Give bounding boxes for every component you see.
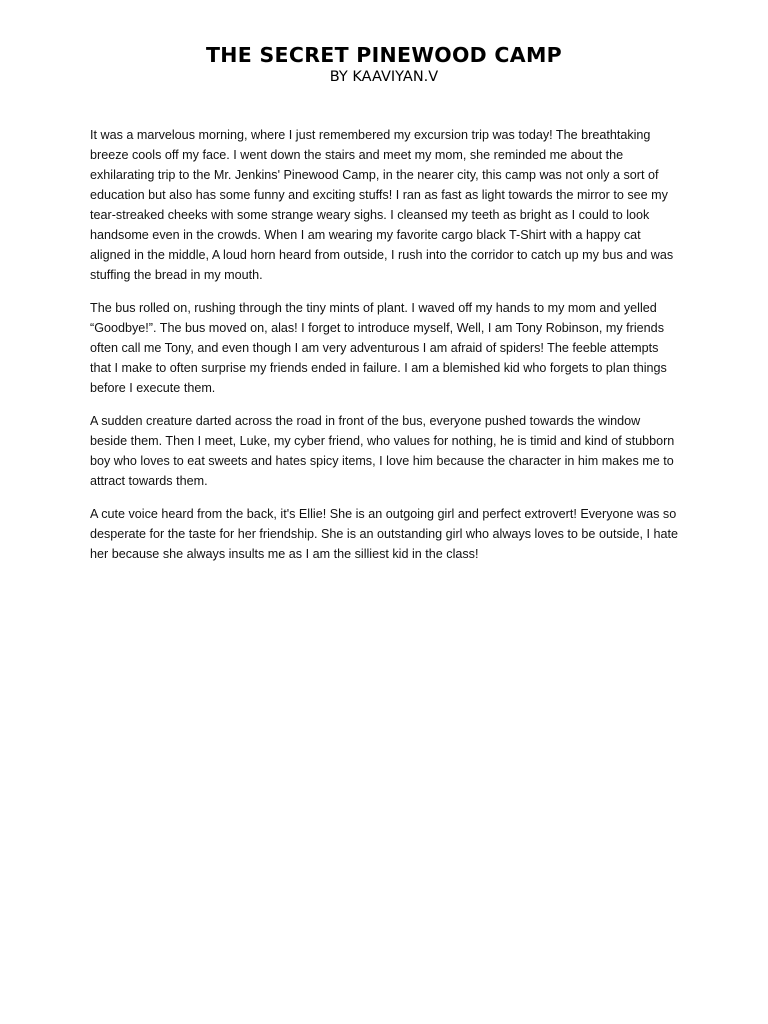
document-author: BY KAAVIYAN.V (329, 69, 439, 85)
document-title: THE SECRET PINEWOOD CAMP (206, 43, 562, 67)
paragraph-1: It was a marvelous morning, where I just remembered my excursion trip was today! The breathtaking breeze cools off my face. I went down the stairs and meet my mom, she reminded me about the exhilarating trip to the Mr. Jenkins' Pinewood Camp, in the nearer city, this camp was not only a sort of education but also has some funny and exciting stuffs! I ran as fast as light towards the mirror to see my tear-streaked cheeks with some strange weary sighs. I cleansed my teeth as bright as I could to look handsome even in the crowds. When I am wearing my favorite cargo black T-Shirt with a happy cat aligned in the middle, A loud horn heard from outside, I rush into the corridor to catch up my bus and was stuffing the bread in my mouth. (90, 128, 674, 282)
document-body (90, 125, 680, 577)
paragraph-2: The bus rolled on, rushing through the tiny mints of plant. I waved off my hands to my mom and yelled “Goodbye!”. The bus moved on, alas! I forget to introduce myself, Well, I am Tony Robinson, my friends often call me Tony, and even though I am very adventurous I am afraid of spiders! The feeble attempts that I make to often surprise my friends ended in failure. I am a blemished kid who forgets to plan things before I execute them. (90, 301, 667, 395)
paragraph-4: A cute voice heard from the back, it's Ellie! She is an outgoing girl and perfect extrovert! Everyone was so desperate for the taste for her friendship. She is an outstanding girl who always loves to be outside, I hate her because she always insults me as I am the silliest kid in the class! (90, 507, 679, 561)
paragraph-3: A sudden creature darted across the road in front of the bus, everyone pushed towards the window beside them. Then I meet, Luke, my cyber friend, who values for nothing, he is timid and kind of stubborn boy who loves to eat sweets and hates spicy items, I love him because the character in him makes me to attract towards them. (90, 414, 675, 488)
